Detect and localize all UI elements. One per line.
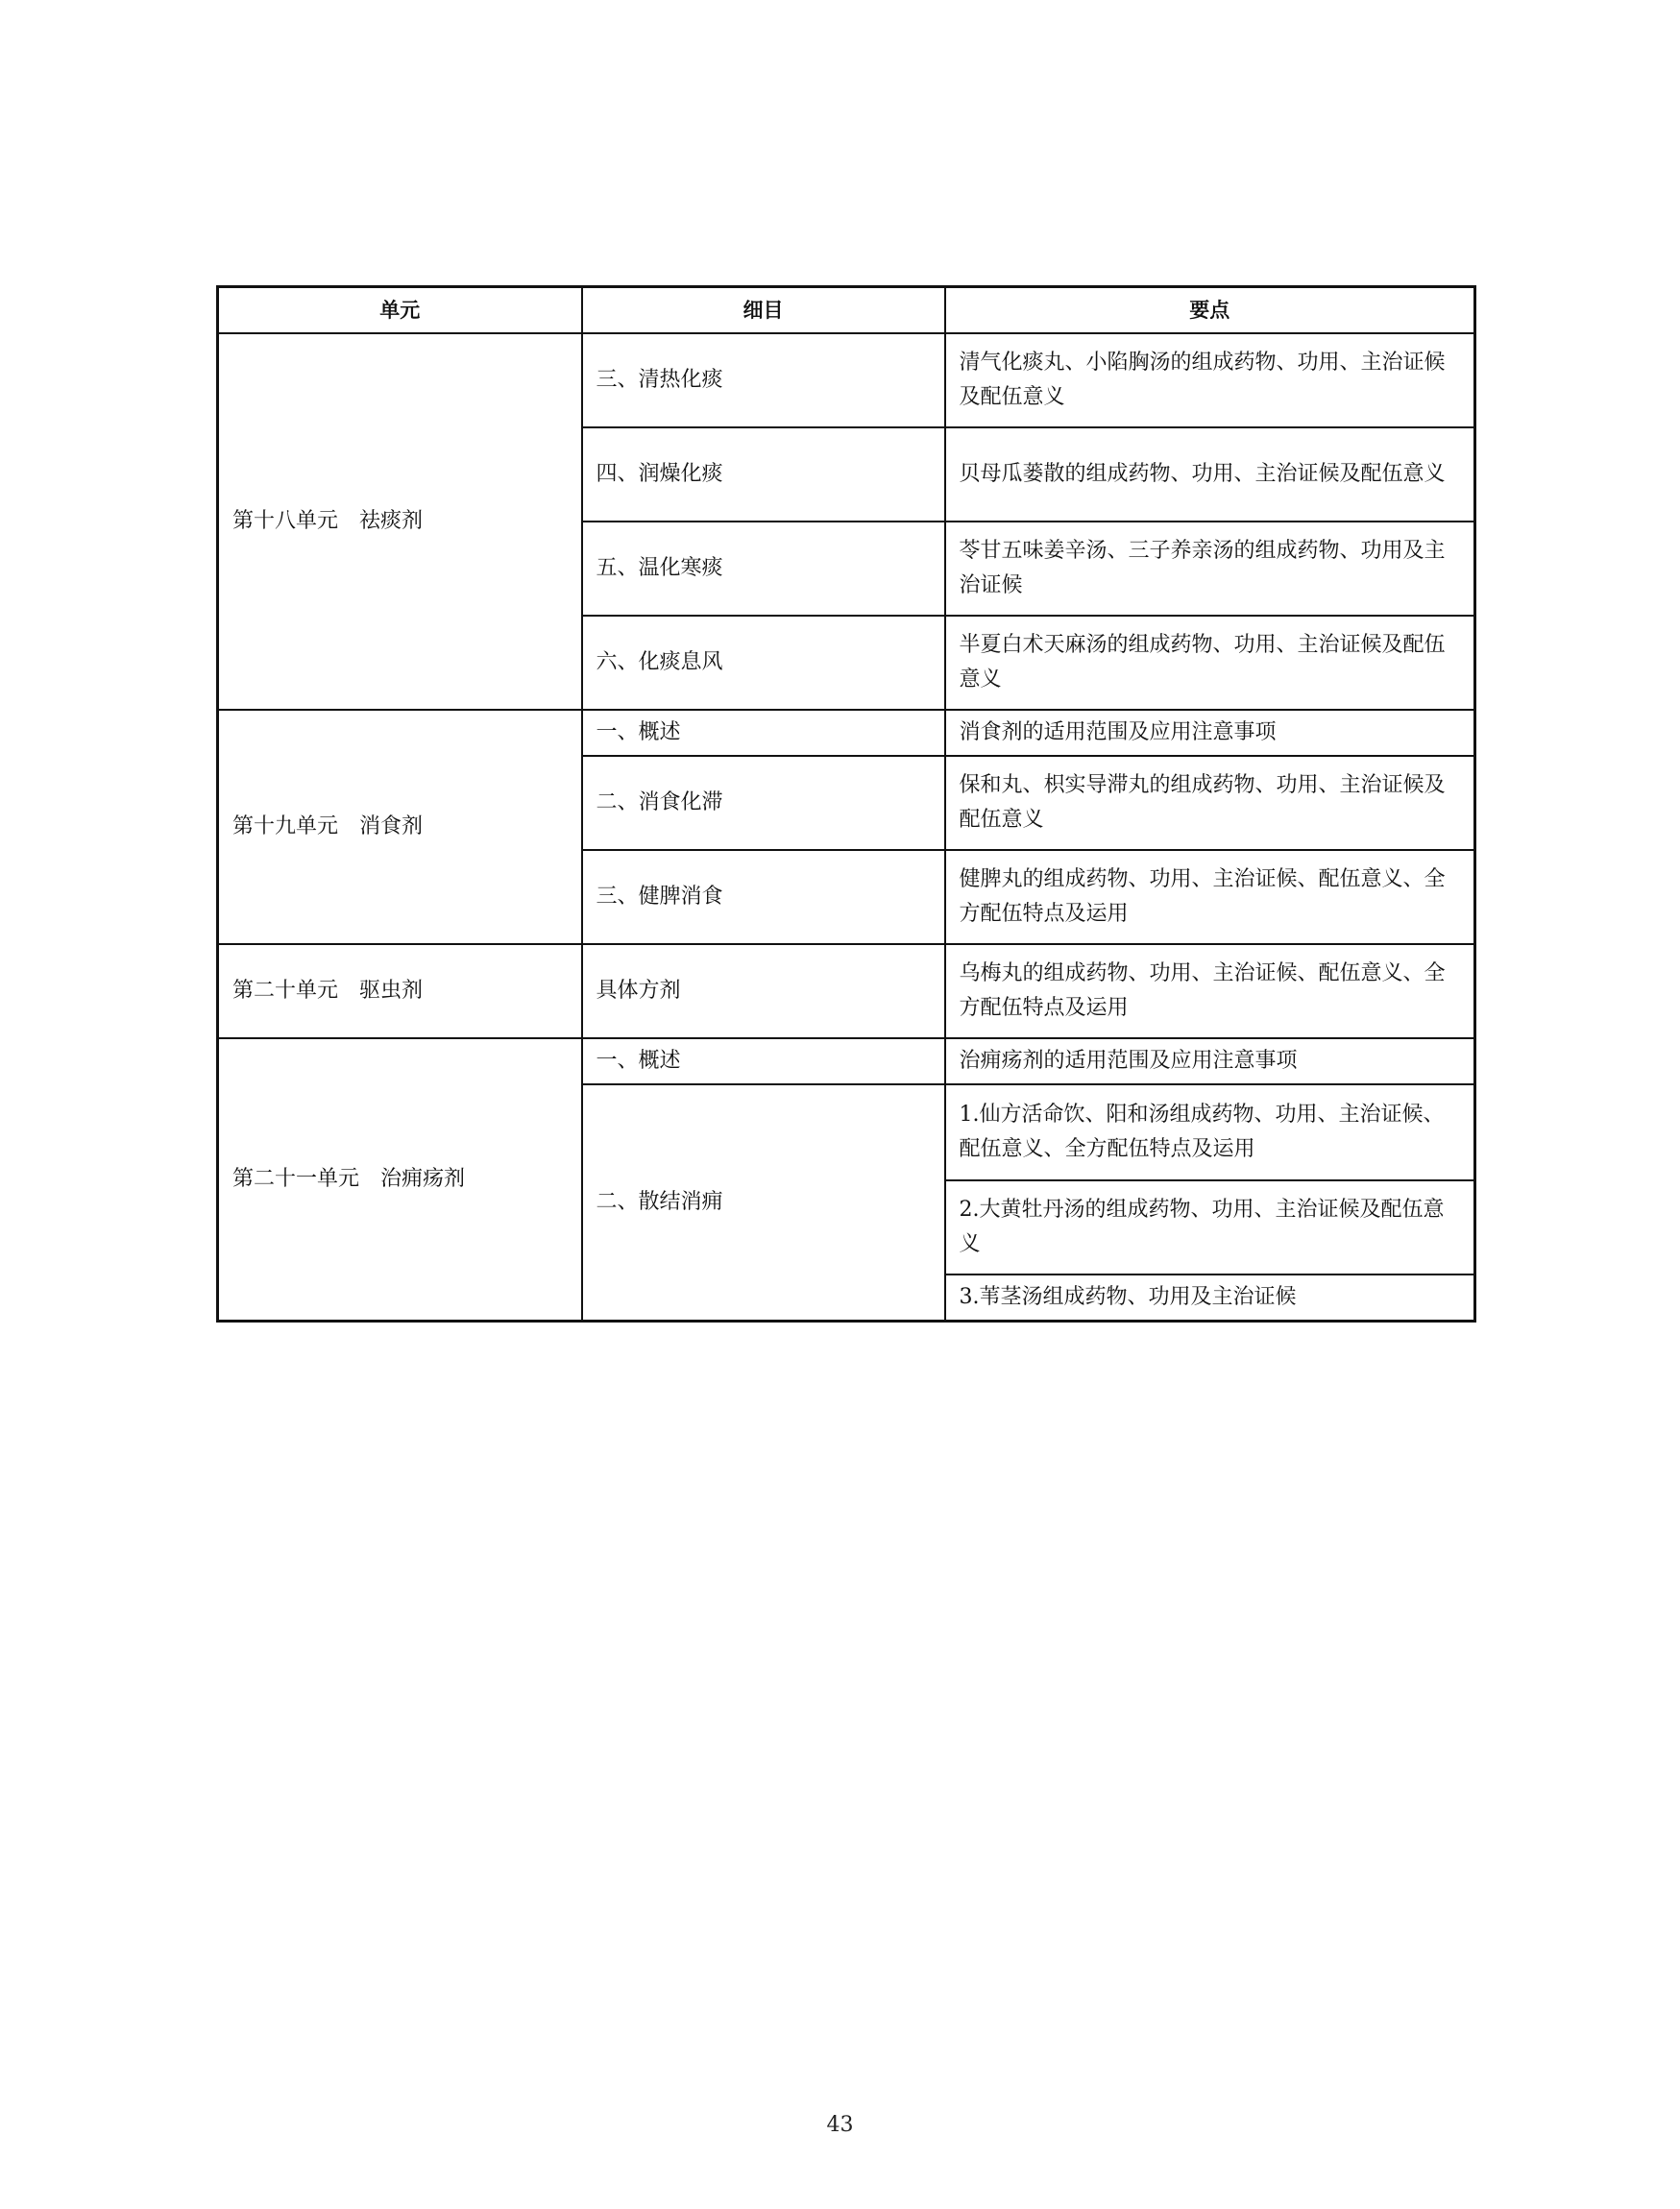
table-row (218, 944, 1475, 1038)
unit-number: 第十八单元 (232, 509, 339, 533)
unit-name: 驱虫剂 (359, 979, 424, 1003)
unit-name: 消食剂 (359, 814, 424, 838)
table-header-row (218, 287, 1475, 334)
unit-number: 第二十一单元 (232, 1167, 360, 1191)
syllabus-table (216, 285, 1476, 1323)
unit-cell (218, 1038, 582, 1322)
subitem-cell: 一、概述 (582, 710, 945, 756)
header-key-points: 要点 (945, 287, 1475, 334)
key-points-cell: 半夏白术天麻汤的组成药物、功用、主治证候及配伍意义 (945, 616, 1475, 710)
unit-cell (218, 944, 582, 1038)
key-points-cell: 3.苇茎汤组成药物、功用及主治证候 (945, 1274, 1475, 1322)
header-subitem: 细目 (582, 287, 945, 334)
key-points-cell: 治痈疡剂的适用范围及应用注意事项 (945, 1038, 1475, 1084)
subitem-cell: 六、化痰息风 (582, 616, 945, 710)
key-points-cell: 贝母瓜蒌散的组成药物、功用、主治证候及配伍意义 (945, 427, 1475, 522)
subitem-cell: 二、消食化滞 (582, 756, 945, 850)
key-points-cell: 乌梅丸的组成药物、功用、主治证候、配伍意义、全方配伍特点及运用 (945, 944, 1475, 1038)
page-number: 43 (826, 2113, 854, 2137)
key-points-cell: 保和丸、枳实导滞丸的组成药物、功用、主治证候及配伍意义 (945, 756, 1475, 850)
subitem-cell: 一、概述 (582, 1038, 945, 1084)
table-row (218, 1038, 1475, 1084)
key-points-cell: 健脾丸的组成药物、功用、主治证候、配伍意义、全方配伍特点及运用 (945, 850, 1475, 944)
key-points-cell: 1.仙方活命饮、阳和汤组成药物、功用、主治证候、配伍意义、全方配伍特点及运用 (945, 1084, 1475, 1180)
key-points-cell: 消食剂的适用范围及应用注意事项 (945, 710, 1475, 756)
key-points-cell: 清气化痰丸、小陷胸汤的组成药物、功用、主治证候及配伍意义 (945, 333, 1475, 427)
unit-number: 第十九单元 (232, 814, 339, 838)
unit-number: 第二十单元 (232, 979, 339, 1003)
header-unit: 单元 (218, 287, 582, 334)
unit-cell (218, 333, 582, 710)
table-row (218, 333, 1475, 427)
subitem-cell: 二、散结消痈 (582, 1084, 945, 1322)
key-points-cell: 2.大黄牡丹汤的组成药物、功用、主治证候及配伍意义 (945, 1180, 1475, 1274)
subitem-cell: 四、润燥化痰 (582, 427, 945, 522)
subitem-cell: 五、温化寒痰 (582, 522, 945, 616)
unit-cell (218, 710, 582, 944)
subitem-cell: 三、清热化痰 (582, 333, 945, 427)
table-row (218, 710, 1475, 756)
unit-name: 祛痰剂 (359, 509, 424, 533)
subitem-cell: 具体方剂 (582, 944, 945, 1038)
subitem-cell: 三、健脾消食 (582, 850, 945, 944)
key-points-cell: 苓甘五味姜辛汤、三子养亲汤的组成药物、功用及主治证候 (945, 522, 1475, 616)
unit-name: 治痈疡剂 (380, 1167, 466, 1191)
